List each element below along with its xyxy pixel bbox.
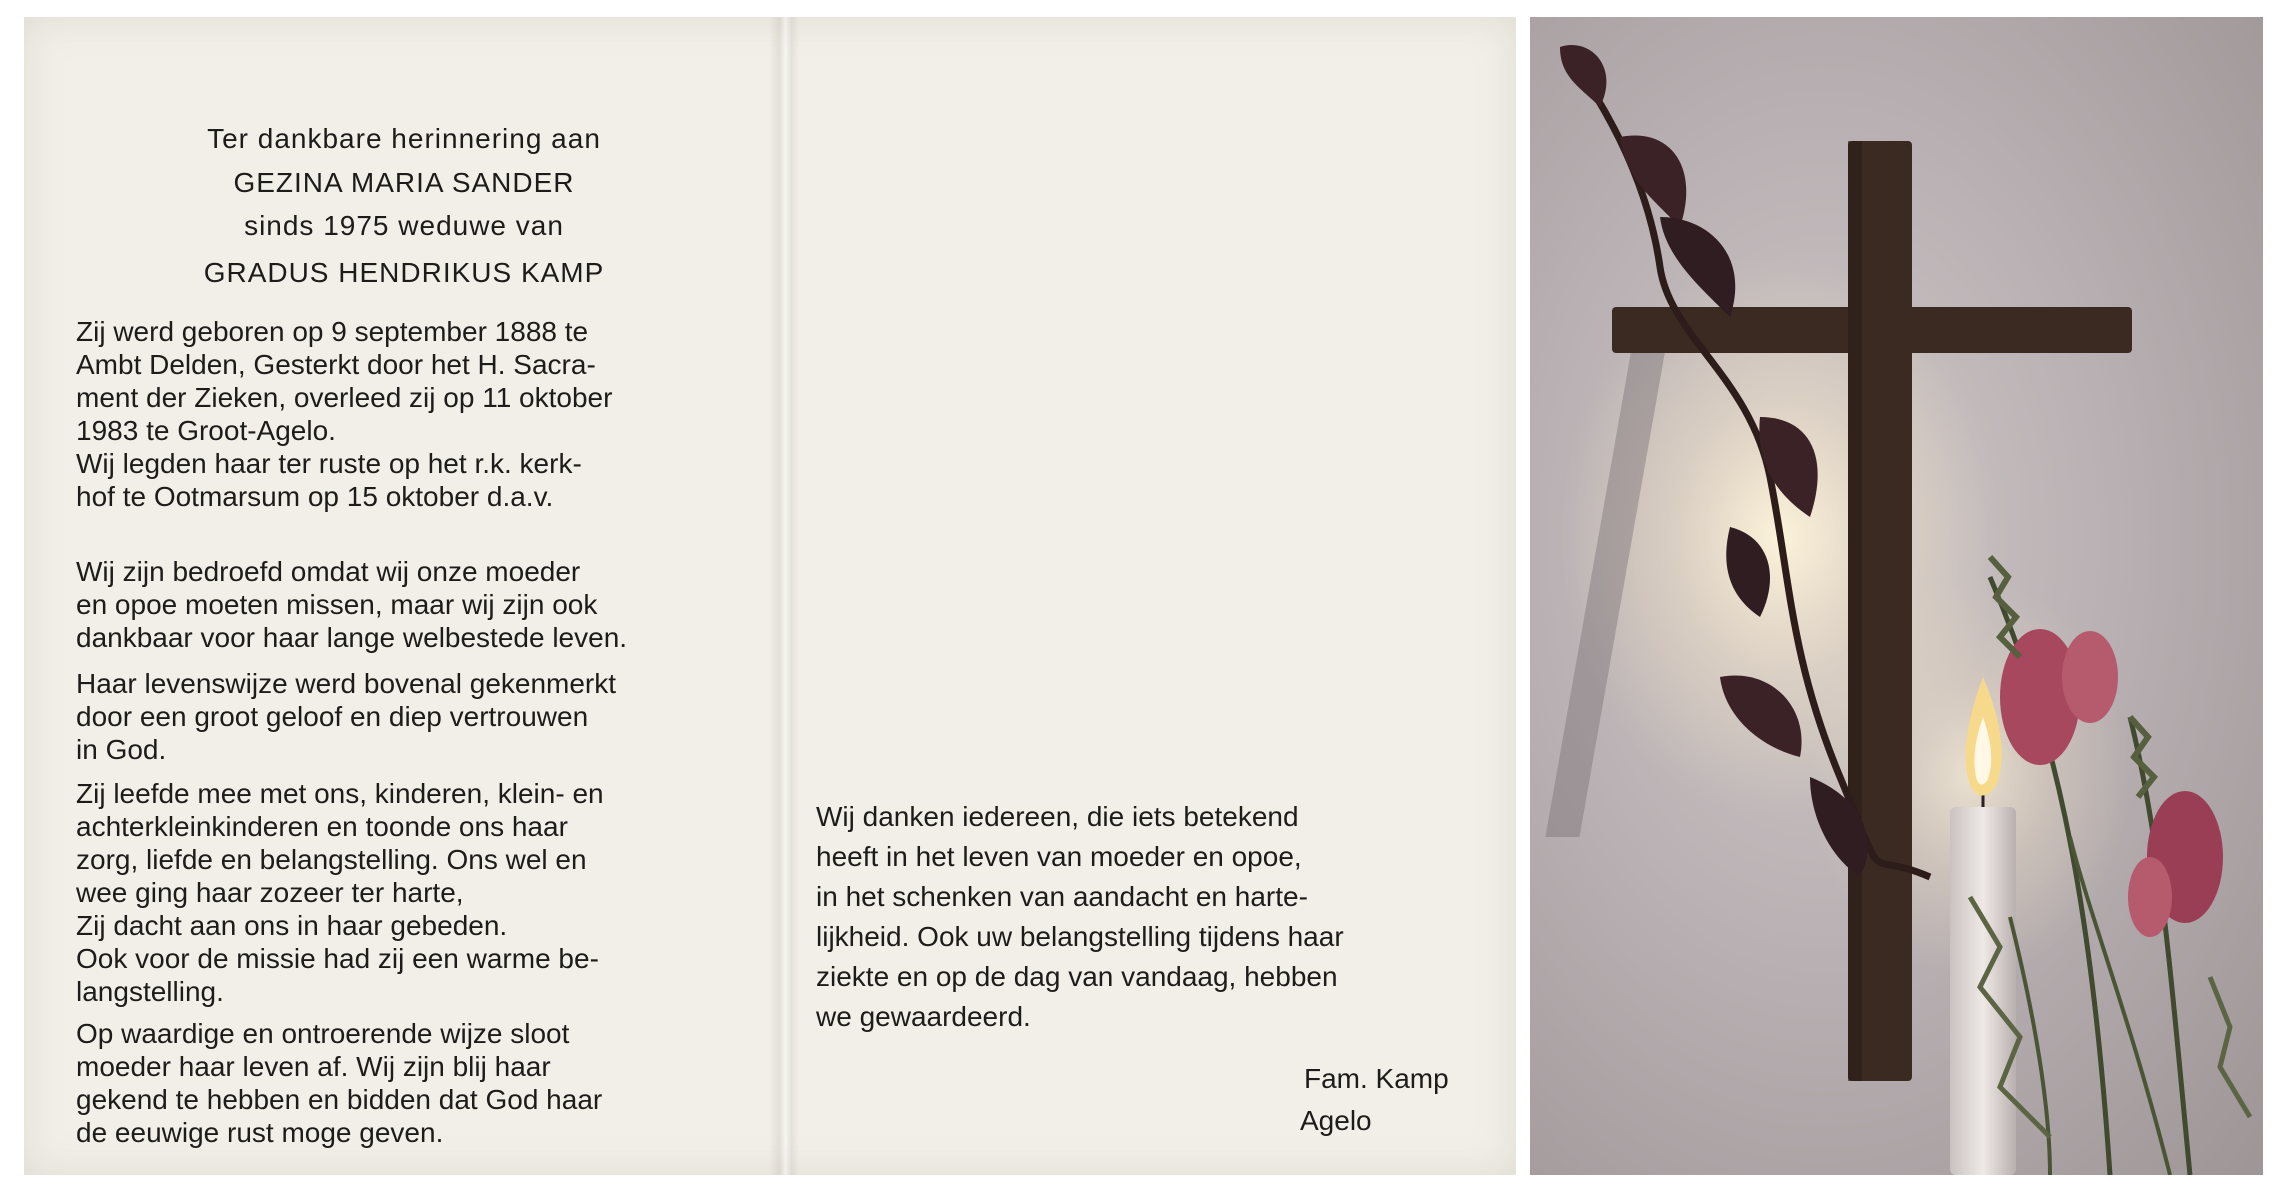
flower-head	[2062, 631, 2118, 723]
biography-paragraph: Zij werd geboren op 9 september 1888 te Ambt Delden, Gesterkt door het H. Sacra- ment der Zieken, overleed zij op 11 oktober 1983 te Groot-Agelo. Wij legden haar ter ruste op het r.k. kerk- hof te Ootmarsum op 15 oktober d.a.v.	[76, 316, 613, 512]
thanks-paragraph: Wij danken iedereen, die iets betekend heeft in het leven van moeder en opoe, in het schenken van aandacht en harte- lijkheid. Ook uw belangstelling tijdens haar ziekte en op de dag van vandaag, hebben we gewaardeerd.	[816, 801, 1344, 1032]
middle-page	[784, 17, 1516, 1175]
sorrow-paragraph: Wij zijn bedroefd omdat wij onze moeder en opoe moeten missen, maar wij zijn ook dankbaar voor haar lange welbestede leven.	[76, 556, 628, 653]
left-page	[24, 17, 784, 1175]
signature-place: Agelo	[1300, 1105, 1372, 1136]
green-leaves	[2210, 977, 2250, 1117]
intro-line: Ter dankbare herinnering aan	[207, 123, 601, 154]
cross-candle-illustration	[1530, 17, 2263, 1175]
family-paragraph: Zij leefde mee met ons, kinderen, klein- en achterkleinkinderen en toonde ons haar zorg, liefde en belangstelling. Ons wel en wee ging haar zozeer ter harte, Zij dacht aan ons in haar gebeden. Ook voor de missie had zij een warme be- langstelling.	[76, 778, 604, 1007]
widow-line: sinds 1975 weduwe van	[244, 210, 564, 241]
farewell-paragraph: Op waardige en ontroerende wijze sloot moeder haar leven af. Wij zijn blij haar gekend te hebben en bidden dat God haar de eeuwige rust moge geven.	[76, 1018, 603, 1148]
faith-paragraph: Haar levenswijze werd bovenal gekenmerkt door een groot geloof en diep vertrouwen in God.	[76, 668, 617, 765]
deceased-name: GEZINA MARIA SANDER	[233, 167, 575, 198]
vine-leaf	[1620, 135, 1686, 227]
flower-head	[2128, 857, 2172, 937]
memorial-card-inner-spread	[24, 17, 1516, 1175]
cross-edge-shade	[1848, 141, 1862, 1081]
flower-stem	[2130, 717, 2190, 1175]
spouse-name: GRADUS HENDRIKUS KAMP	[203, 257, 605, 288]
signature-name: Fam. Kamp	[1304, 1063, 1449, 1094]
vine-leaf	[1560, 45, 1606, 107]
cross-candle-photo	[1530, 17, 2263, 1175]
